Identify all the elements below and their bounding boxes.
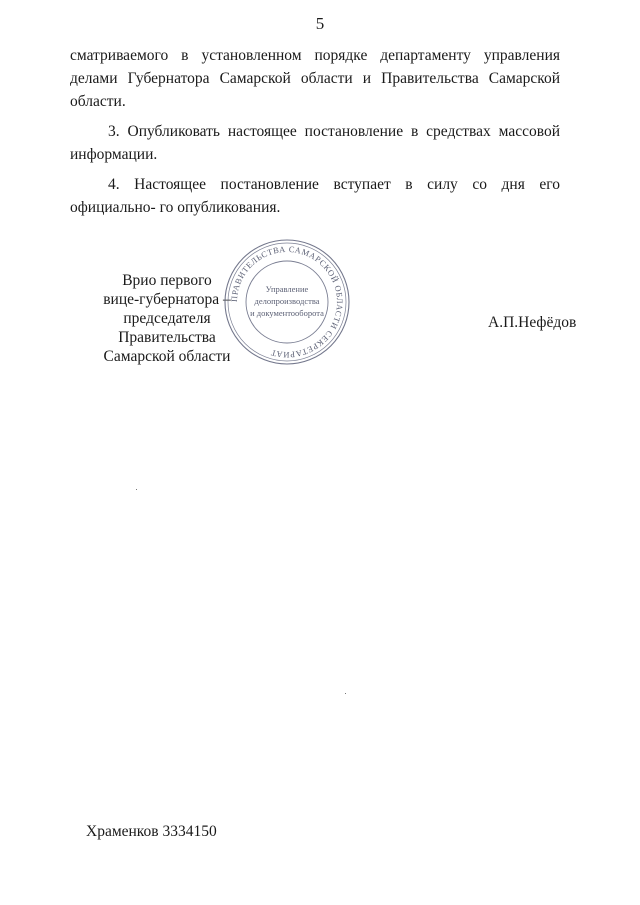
scan-speck [345,693,346,694]
signatory-title-line: Врио первого [122,272,212,289]
official-seal-stamp [222,237,352,367]
signatory-title-line: Самарской области [103,348,231,365]
paragraph-item-3 [70,120,560,166]
paragraph-continuation [70,44,560,113]
seal-outer-text: ПРАВИТЕЛЬСТВА САМАРСКОЙ ОБЛАСТИ СЕКРЕТАРИАТ [229,244,345,360]
text-line: Губернатора Самарской области и Правительства Самарской области. [70,70,560,110]
scan-speck [136,489,137,490]
document-body [70,44,560,226]
seal-graphic [222,237,352,367]
seal-inner-line: делопроизводства [254,296,320,306]
paragraph-item-4 [70,173,560,219]
text-line: 3. Опубликовать настоящее постановление в средствах массовой [108,123,560,140]
seal-inner-line: Управление [265,284,309,294]
signatory-title-line: председателя Правительства [118,310,216,346]
text-line: 4. Настоящее постановление вступает в силу со дня его официально- [70,176,560,216]
text-line: информации. [70,146,158,163]
text-line: сматриваемого в установленном порядке департаменту управления делами [70,47,560,87]
text-line: го опубликования. [159,199,281,216]
seal-inner-line: и документооборота [250,308,324,318]
page-number: 5 [315,14,325,33]
executor-contact: Храменков 3334150 [86,823,217,840]
signatory-title-line: вице-губернатора – [103,291,231,308]
signatory-name: А.П.Нефёдов [488,314,577,331]
